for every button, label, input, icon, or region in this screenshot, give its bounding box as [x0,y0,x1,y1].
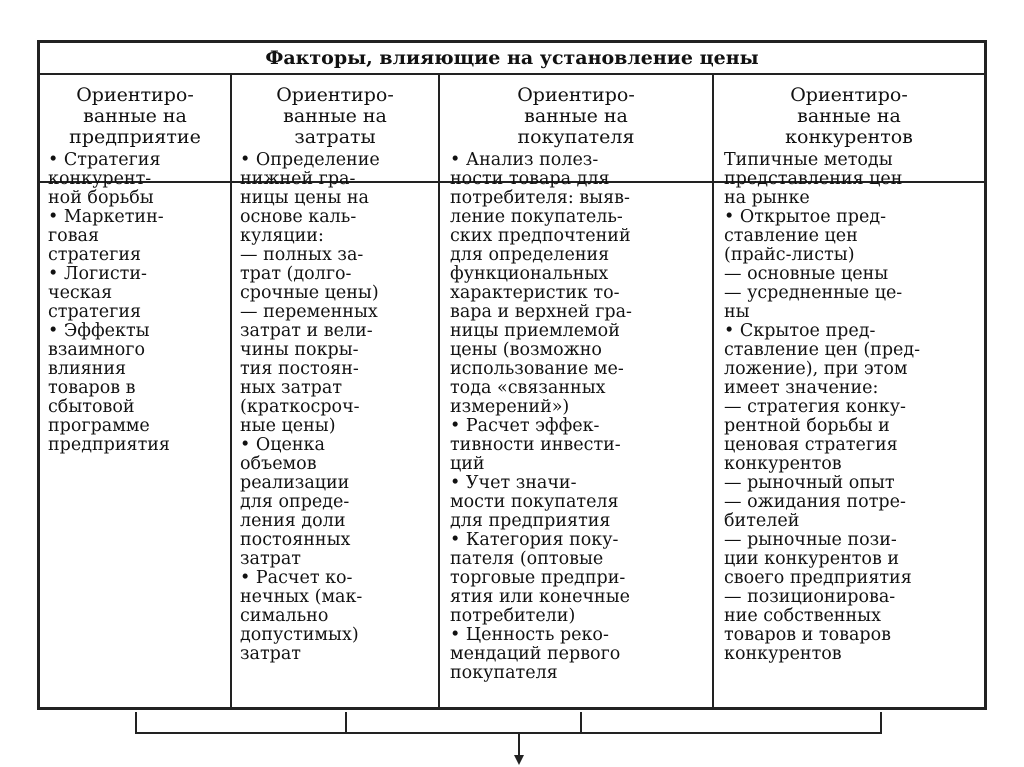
connector-line [580,712,582,734]
column-divider [438,75,440,707]
column-line: вара и верхней гра- [450,302,632,322]
column-enterprise-content [48,151,230,707]
column-line: ления доли [240,511,346,531]
header-line: ванные на [524,105,628,127]
column-line: куляции: [240,226,324,246]
column-line: взаимного [48,340,146,360]
column-line: ницы приемлемой [450,321,620,341]
column-line: характеристик то- [450,283,620,303]
header-line: Ориентиро- [276,84,394,106]
column-line: постоянных [240,530,351,550]
price-factors-table [37,40,987,710]
column-line: нечных (мак- [240,587,363,607]
column-line: товаров и товаров [724,625,891,645]
column-line: ние собственных [724,606,881,626]
column-line: представления цен [724,169,903,189]
column-line: допустимых) [240,625,359,645]
header-line: конкурентов [785,126,913,148]
column-line: • Анализ полез- [450,150,599,170]
header-line: ванные на [283,105,387,127]
column-line: • Расчет эффек- [450,416,600,436]
column-line: ны [724,302,750,322]
column-line: Типичные методы [724,150,893,170]
column-line: ции конкурентов и [724,549,900,569]
column-line: конкурентов [724,454,842,474]
column-line: для предприятия [450,511,611,531]
column-line: ценовая стратегия [724,435,898,455]
column-line: для определения [450,245,610,265]
column-line: стратегия [48,245,142,265]
column-line: тода «связанных [450,378,606,398]
column-line: • Определение [240,150,380,170]
column-line: — переменных [240,302,378,322]
column-line: ложение), при этом [724,359,908,379]
column-line: (прайс-листы) [724,245,855,265]
column-line: товаров в [48,378,136,398]
column-line: мендаций первого [450,644,621,664]
column-competitors-content [724,151,982,707]
column-line: конкурент- [48,169,152,189]
header-line: Ориентиро- [790,84,908,106]
column-line: • Маркетин- [48,207,164,227]
column-line: затрат [240,549,301,569]
column-line: влияния [48,359,127,379]
column-line: имеет значение: [724,378,879,398]
column-line: реализации [240,473,350,493]
column-line: основе каль- [240,207,357,227]
table-title: Факторы, влияющие на установление цены [40,43,984,75]
column-line: • Расчет ко- [240,568,353,588]
column-line: ставление цен (пред- [724,340,921,360]
column-line: ной борьбы [48,188,154,208]
column-line: симально [240,606,329,626]
header-line: ванные на [83,105,187,127]
column-line: — позиционирова- [724,587,896,607]
column-buyer-content [450,151,712,707]
column-line: ные цены) [240,416,336,436]
column-line: затрат [240,644,301,664]
column-line: • Оценка [240,435,325,455]
column-line: на рынке [724,188,810,208]
column-line: пателя (оптовые [450,549,604,569]
column-line: • Эффекты [48,321,150,341]
column-line: • Ценность реко- [450,625,609,645]
column-line: ских предпочтений [450,226,631,246]
column-line: ление покупатель- [450,207,623,227]
column-line: трат (долго- [240,264,352,284]
column-line: чины покры- [240,340,359,360]
column-line: сбытовой [48,397,135,417]
column-line: срочные цены) [240,283,379,303]
column-costs-content [240,151,438,707]
column-line: рентной борьбы и [724,416,890,436]
header-line: покупателя [517,126,635,148]
header-line: предприятие [69,126,201,148]
column-line: цены (возможно [450,340,602,360]
column-line: — ожидания потре- [724,492,906,512]
column-line: потребители) [450,606,576,626]
column-line: нижней гра- [240,169,356,189]
column-line: ницы цены на [240,188,369,208]
column-line: тивности инвести- [450,435,621,455]
column-line: своего предприятия [724,568,912,588]
column-line: • Категория поку- [450,530,619,550]
column-line: для опреде- [240,492,350,512]
column-line: бителей [724,511,800,531]
column-line: стратегия [48,302,142,322]
column-line: измерений») [450,397,570,417]
column-line: функциональных [450,264,609,284]
header-line: ванные на [797,105,901,127]
column-line: предприятия [48,435,170,455]
column-line: • Стратегия [48,150,161,170]
column-line: • Логисти- [48,264,147,284]
column-line: конкурентов [724,644,842,664]
column-line: — усредненные це- [724,283,903,303]
column-line: программе [48,416,150,436]
column-line: • Учет значи- [450,473,577,493]
column-divider [230,75,232,707]
down-arrow-icon [514,755,524,765]
column-line: ности товара для [450,169,610,189]
column-line: ставление цен [724,226,858,246]
column-line: затрат и вели- [240,321,373,341]
column-line: ческая [48,283,113,303]
column-line: ных затрат [240,378,343,398]
column-line: использование ме- [450,359,624,379]
column-line: — основные цены [724,264,889,284]
column-line: мости покупателя [450,492,619,512]
connector-line [880,712,882,734]
column-line: тия постоян- [240,359,359,379]
column-line: — рыночный опыт [724,473,895,493]
column-line: потребителя: выяв- [450,188,630,208]
column-line: говая [48,226,100,246]
connector-line [135,712,137,734]
column-line: • Скрытое пред- [724,321,876,341]
column-line: торговые предпри- [450,568,626,588]
column-line: — рыночные пози- [724,530,897,550]
connector-line [518,734,520,756]
column-line: ятия или конечные [450,587,631,607]
connector-line [345,712,347,734]
column-divider [712,75,714,707]
column-line: ций [450,454,485,474]
column-line: — стратегия конку- [724,397,906,417]
header-line: Ориентиро- [517,84,635,106]
column-line: • Открытое пред- [724,207,887,227]
header-line: Ориентиро- [76,84,194,106]
column-line: (краткосроч- [240,397,360,417]
header-line: затраты [294,126,376,148]
column-line: — полных за- [240,245,364,265]
column-line: объемов [240,454,317,474]
column-line: покупателя [450,663,558,683]
connector-line [135,732,882,734]
